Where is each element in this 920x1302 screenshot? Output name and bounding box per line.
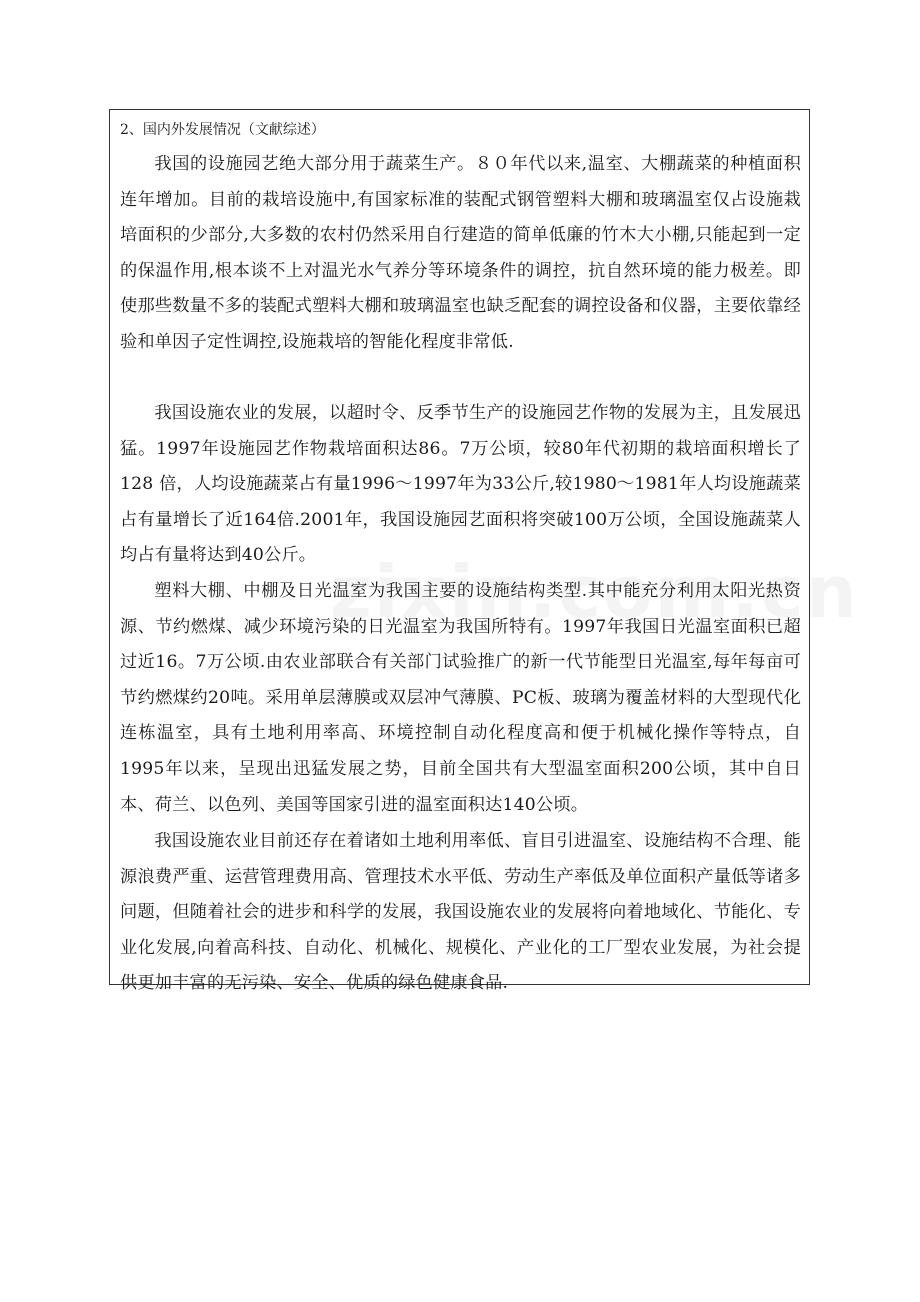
literature-review-box — [109, 109, 810, 994]
paragraph-4: 我国设施农业目前还存在着诸如土地利用率低、盲目引进温室、设施结构不合理、能源浪费严重、运营管理费用高、管理技术水平低、劳动生产率低及单位面积产量低等诸多问题，但随着社会的进步和科学的发展，我国设施农业的发展将向着地域化、节能化、专业化发展,向着高科技、自动化、机械化、规模化、产业化的工厂型农业发展，为社会提供更加丰富的无污染、安全、优质的绿色健康食品. — [120, 831, 801, 994]
paragraph-1: 我国的设施园艺绝大部分用于蔬菜生产。８０年代以来,温室、大棚蔬菜的种植面积连年增加。目前的栽培设施中,有国家标准的装配式钢管塑料大棚和玻璃温室仅占设施栽培面积的少部分,大多数的农村仍然采用自行建造的简单低廉的竹木大小棚,只能起到一定的保温作用,根本谈不上对温光水气养分等环境条件的调控，抗自然环境的能力极差。即使那些数量不多的装配式塑料大棚和玻璃温室也缺乏配套的调控设备和仪器，主要依靠经验和单因子定性调控,设施栽培的智能化程度非常低. — [120, 154, 801, 352]
paragraph-3: 塑料大棚、中棚及日光温室为我国主要的设施结构类型.其中能充分利用太阳光热资源、节约燃煤、减少环境污染的日光温室为我国所特有。1997年我国日光温室面积已超过近16。7万公顷.由农业部联合有关部门试验推广的新一代节能型日光温室,每年每亩可节约燃煤约20吨。采用单层薄膜或双层冲气薄膜、PC板、玻璃为覆盖材料的大型现代化连栋温室，具有土地利用率高、环境控制自动化程度高和便于机械化操作等特点，自1995年以来，呈现出迅猛发展之势，目前全国共有大型温室面积200公顷，其中自日本、荷兰、以色列、美国等国家引进的温室面积达140公顷。 — [120, 581, 801, 815]
paragraph-2: 我国设施农业的发展，以超时令、反季节生产的设施园艺作物的发展为主，且发展迅猛。1997年设施园艺作物栽培面积达86。7万公顷，较80年代初期的栽培面积增长了128 倍，人均设施蔬菜占有量1996～1997年为33公斤,较1980～1981年人均设施蔬菜占有量增长了近164倍.2001年，我国设施园艺面积将突破100万公顷，全国设施蔬菜人均占有量将达到40公斤。 — [120, 403, 801, 566]
section-heading: 2、国内外发展情况（文献综述） — [120, 122, 325, 138]
